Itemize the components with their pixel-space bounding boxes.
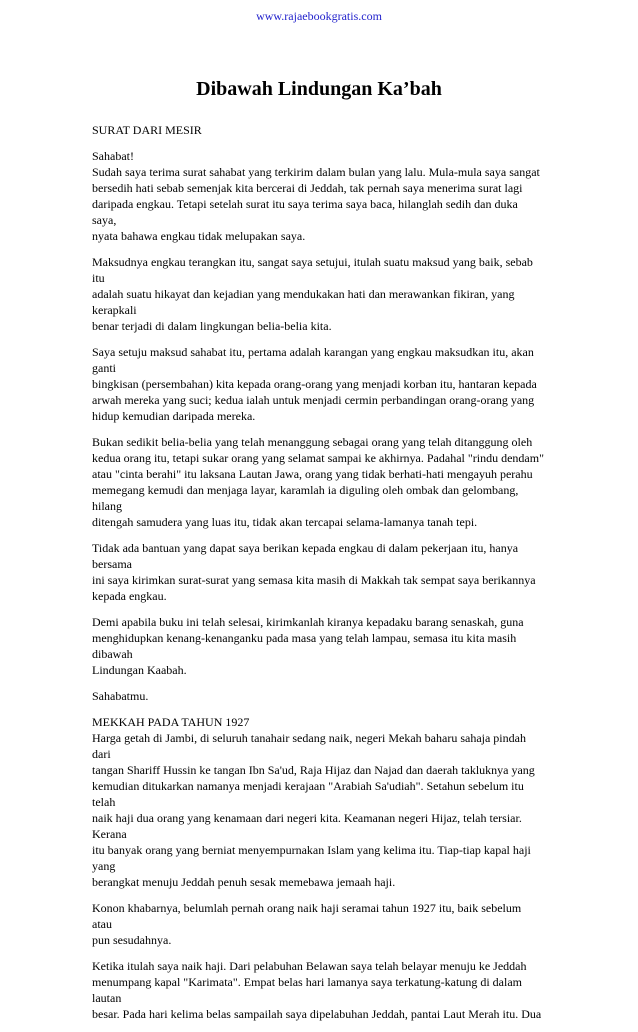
paragraph: Harga getah di Jambi, di seluruh tanahair sedang naik, negeri Mekah baharu sahaja pindah dari tangan Shariff Hussin ke tangan Ibn Sa'ud, Raja Hijaz dan Najad dan daerah takluknya yang kemudian ditukarkan namanya menjadi kerajaan "Arabiah Sa'udiah". Setahun sebelum itu telah naik haji dua orang yang kenamaan dari negeri kita. Keamanan negeri Hijaz, telah tersiar. Kerana itu banyak orang yang berniat menyempurnakan Islam yang kelima itu. Tiap-tiap kapal haji yang berangkat menuju Jeddah penuh sesak memebawa jemaah haji.	[92, 731, 535, 889]
paragraph: Saya setuju maksud sahabat itu, pertama adalah karangan yang engkau maksudkan itu, akan ganti bingkisan (persembahan) kita kepada orang-orang yang menjadi korban itu, hantaran kepada arwah mereka yang suci; kedua ialah untuk menjadi cermin perbandingan orang-orang yang hidup kemudian daripada mereka.	[92, 345, 537, 423]
document-title: Dibawah Lindungan Ka’bah	[196, 78, 442, 100]
paragraph: Demi apabila buku ini telah selesai, kirimkanlah kiranya kepadaku barang senaskah, guna menghidupkan kenang-kenanganku pada masa yang telah lampau, semasa itu kita masih dibawah Lindungan Kaabah.	[92, 615, 524, 677]
paragraph: Sahabat! Sudah saya terima surat sahabat yang terkirim dalam bulan yang lalu. Mula-mula saya sangat bersedih hati sebab semenjak kita bercerai di Jeddah, tak pernah saya menerima surat lagi daripada engkau. Tetapi setelah surat itu saya terima saya baca, hilanglah sedih dan duka saya, nyata bahawa engkau tidak melupakan saya.	[92, 149, 540, 243]
paragraph: Konon khabarnya, belumlah pernah orang naik haji seramai tahun 1927 itu, baik sebelum atau pun sesudahnya.	[92, 901, 522, 947]
paragraph: Sahabatmu.	[92, 689, 149, 703]
paragraph: Maksudnya engkau terangkan itu, sangat saya setujui, itulah suatu maksud yang baik, sebab itu adalah suatu hikayat dan kejadian yang mendukakan hati dan merawankan fikiran, yang kerapkali benar terjadi di dalam lingkungan belia-belia kita.	[92, 255, 533, 333]
section-heading: MEKKAH PADA TAHUN 1927	[92, 715, 250, 729]
paragraph: Tidak ada bantuan yang dapat saya berikan kepada engkau di dalam pekerjaan itu, hanya bersama ini saya kirimkan surat-surat yang semasa kita masih di Makkah tak sempat saya berikannya kepada engkau.	[92, 541, 536, 603]
document-body	[92, 122, 544, 1032]
paragraph: Bukan sedikit belia-belia yang telah menanggung sebagai orang yang telah ditanggung oleh kedua orang itu, tetapi sukar orang yang selamat sampai ke akhirnya. Padahal "rindu dendam" atau "cinta berahi" itu laksana Lautan Jawa, orang yang tidak berhati-hati mengayuh perahu memegang kemudi dan menjaga layar, karamlah ia diguling oleh ombak dan gelombang, hilang ditengah samudera yang luas itu, tidak akan tercapai selama-lamanya tanah tepi.	[92, 435, 544, 529]
site-link[interactable]: www.rajaebookgratis.com	[256, 9, 382, 23]
paragraph: Ketika itulah saya naik haji. Dari pelabuhan Belawan saya telah belayar menuju ke Jeddah menumpang kapal "Karimata". Empat belas hari lamanya saya terkatung-katung di dalam lautan besar. Pada hari kelima belas sampailah saya dipelabuhan Jeddah, pantai Laut Merah itu. Dua	[92, 959, 542, 1021]
section-heading: SURAT DARI MESIR	[92, 123, 202, 137]
